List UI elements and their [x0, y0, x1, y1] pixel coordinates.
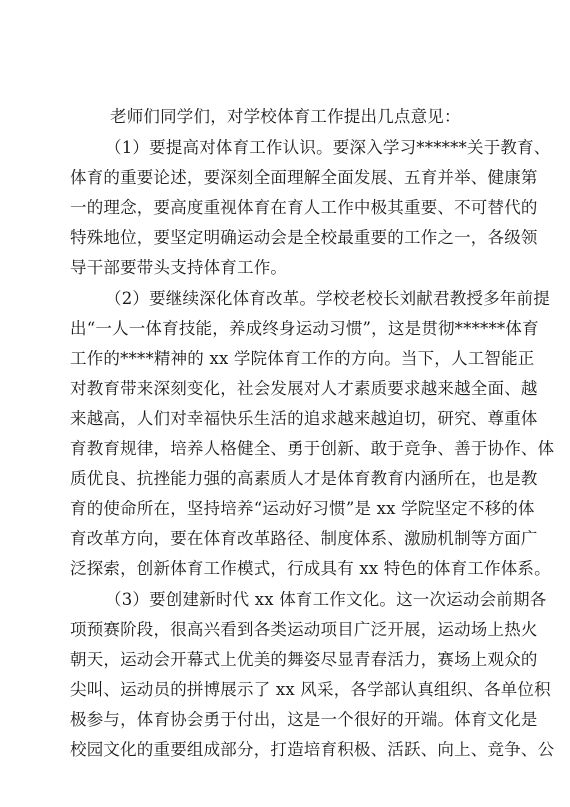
text-line: （3）要创建新时代 xx 体育工作文化。这一次运动会前期各: [105, 590, 547, 609]
text-line: 体育的重要论述，要深刻全面理解全面发展、五育并举、健康第: [70, 168, 538, 187]
text-line: （1）要提高对体育工作认识。要深入学习******关于教育、: [105, 138, 551, 157]
text-line: 项预赛阶段，很高兴看到各类运动项目广泛开展，运动场上热火: [70, 620, 538, 639]
text-line: 出“一人一体育技能，养成终身运动习惯”，这是贯彻******体育: [70, 319, 539, 338]
text-line: 育的使命所在，坚持培养“运动好习惯”是 xx 学院坚定不移的体: [70, 499, 535, 518]
text-line: 朝天，运动会开幕式上优美的舞姿尽显青春活力，赛场上观众的: [70, 650, 538, 669]
text-line: 校园文化的重要组成部分，打造培育积极、活跃、向上、竞争、公: [70, 740, 555, 759]
text-line: 质优良、抗挫能力强的高素质人才是体育教育内涵所在，也是教: [70, 469, 538, 488]
text-line: （2）要继续深化体育改革。学校老校长刘献君教授多年前提: [105, 289, 550, 308]
text-line: 对教育带来深刻变化，社会发展对人才素质要求越来越全面、越: [70, 379, 538, 398]
text-line: 尖叫、运动员的拼博展示了 xx 风采，各学部认真组织、各单位积: [70, 680, 551, 699]
text-line: 导干部要带头支持体育工作。: [70, 258, 288, 277]
text-line: 来越高，人们对幸福快乐生活的追求越来越迫切，研究、尊重体: [70, 409, 538, 428]
text-line: 育改革方向，要在体育改革路径、制度体系、激励机制等方面广: [70, 529, 538, 548]
text-line: 极参与，体育协会勇于付出，这是一个很好的开端。体育文化是: [70, 710, 538, 729]
text-line: 泛探索，创新体育工作模式，行成具有 xx 特色的体育工作体系。: [70, 559, 551, 578]
text-line: 一的理念，要高度重视体育在育人工作中极其重要、不可替代的: [70, 198, 538, 217]
text-line: 育教育规律，培养人格健全、勇于创新、敢于竞争、善于协作、体: [70, 439, 555, 458]
text-line: 特殊地位，要坚定明确运动会是全校最重要的工作之一，各级领: [70, 228, 538, 247]
text-line: 工作的****精神的 xx 学院体育工作的方向。当下，人工智能正: [70, 349, 535, 368]
text-line: 老师们同学们，对学校体育工作提出几点意见：: [110, 107, 461, 126]
